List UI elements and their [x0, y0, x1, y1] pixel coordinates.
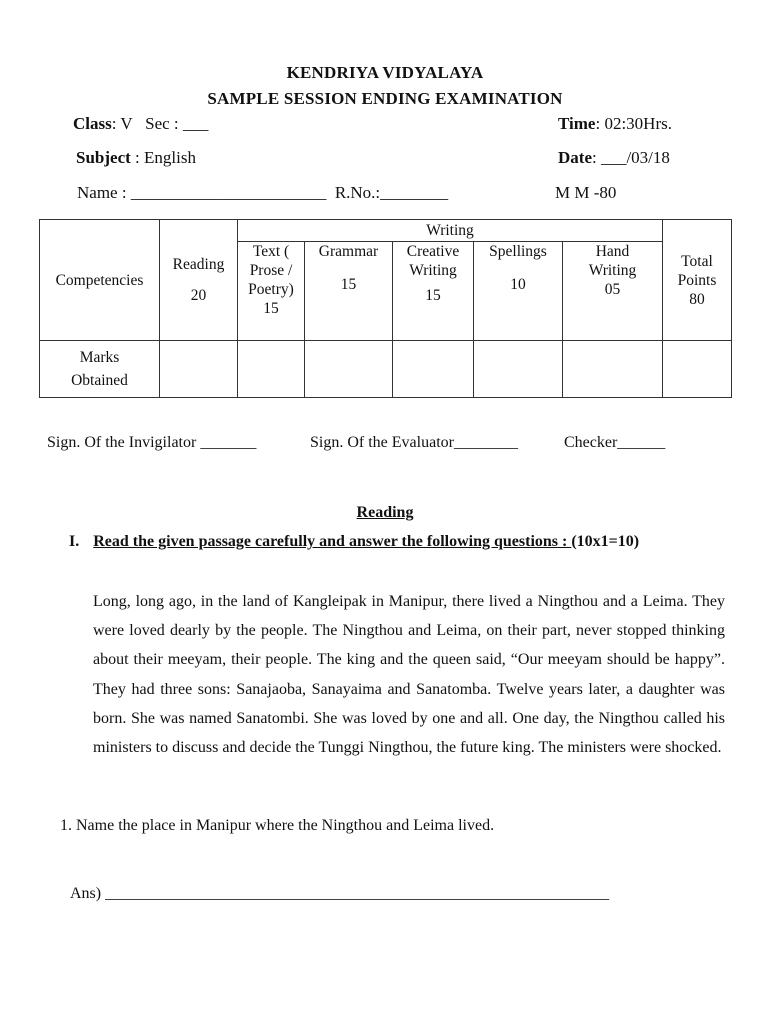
question-1: 1. Name the place in Manipur where the Ningthou and Leima lived.: [60, 817, 495, 834]
text-marks: 15: [263, 300, 279, 317]
reading-marks: 20: [190, 287, 207, 304]
marks-cell-reading[interactable]: [160, 341, 238, 398]
invigilator-signature: Sign. Of the Invigilator _______: [47, 434, 257, 451]
time-label: Time: [558, 114, 596, 133]
marks-cell-total[interactable]: [663, 341, 732, 398]
marks-cell-grammar[interactable]: [305, 341, 393, 398]
creative-label: Creative Writing: [406, 243, 460, 279]
date-line: [558, 148, 670, 168]
marks-cell-hand-writing[interactable]: [563, 341, 663, 398]
marks-cell-text[interactable]: [238, 341, 305, 398]
total-label: Total Points: [677, 252, 717, 289]
max-marks: M M -80: [555, 183, 617, 202]
class-label: Class: [73, 114, 112, 133]
school-title: KENDRIYA VIDYALAYA: [286, 63, 484, 82]
total-marks: 80: [689, 290, 705, 308]
time-value: : 02:30Hrs.: [595, 114, 672, 133]
competencies-header: Competencies: [40, 220, 160, 341]
subject-label: Subject: [76, 148, 131, 167]
marks-obtained-label: Marks Obtained: [40, 341, 160, 398]
text-label: Text ( Prose / Poetry): [248, 243, 294, 298]
subject-line: [76, 148, 196, 168]
hand-writing-marks: 05: [604, 281, 621, 298]
date-value: : ___/03/18: [591, 148, 670, 167]
instruction-text: Read the given passage carefully and answer the following questions :: [93, 533, 572, 550]
instruction-marks: (10x1=10): [571, 533, 640, 550]
writing-header: Writing: [238, 220, 663, 242]
hand-writing-header: [563, 242, 663, 341]
grammar-header: [305, 242, 393, 341]
total-header: [663, 220, 732, 341]
section-heading: Reading: [356, 504, 414, 521]
spellings-header: [474, 242, 563, 341]
class-value: : V Sec : ___: [111, 114, 209, 133]
reading-passage: Long, long ago, in the land of Kangleipak in Manipur, there lived a Ningthou and a Leima. They were loved dearly by the people. The Ningthou and Leima, on their part, never stopped thinking about their meeyam, their people. The king and the queen said, “Our meeyam should be happy”. They had three sons: Sanajaoba, Sanayaima and Sanatomba. Twelve years later, a daughter was born. She was named Sanatombi. She was loved by one and all. One day, the Ningthou called his ministers to discuss and decide the Tunggi Ningthou, the future king. The ministers were shocked.: [93, 593, 725, 757]
exam-title: SAMPLE SESSION ENDING EXAMINATION: [207, 89, 563, 108]
hand-writing-label: Hand Writing: [588, 243, 637, 279]
spellings-label: Spellings: [489, 243, 547, 260]
subject-value: : English: [130, 148, 196, 167]
answer-line[interactable]: Ans) _______________________________________________________________: [70, 885, 610, 902]
date-label: Date: [558, 148, 592, 167]
marks-table: [39, 219, 732, 398]
question-number: I.: [69, 533, 80, 550]
reading-header: [160, 220, 238, 341]
evaluator-signature: Sign. Of the Evaluator________: [310, 434, 518, 451]
name-rollno-line: Name : _______________________ R.No.:________: [77, 183, 449, 202]
class-line: [73, 114, 208, 134]
spellings-marks: 10: [510, 276, 526, 293]
reading-label: Reading: [172, 256, 225, 273]
time-line: [558, 114, 672, 134]
creative-marks: 15: [425, 287, 441, 304]
question-instruction: [69, 533, 639, 551]
grammar-label: Grammar: [318, 243, 379, 260]
marks-cell-creative[interactable]: [393, 341, 474, 398]
text-header: [238, 242, 305, 341]
marks-cell-spellings[interactable]: [474, 341, 563, 398]
grammar-marks: 15: [340, 276, 357, 293]
checker-signature: Checker______: [564, 434, 666, 451]
creative-header: [393, 242, 474, 341]
